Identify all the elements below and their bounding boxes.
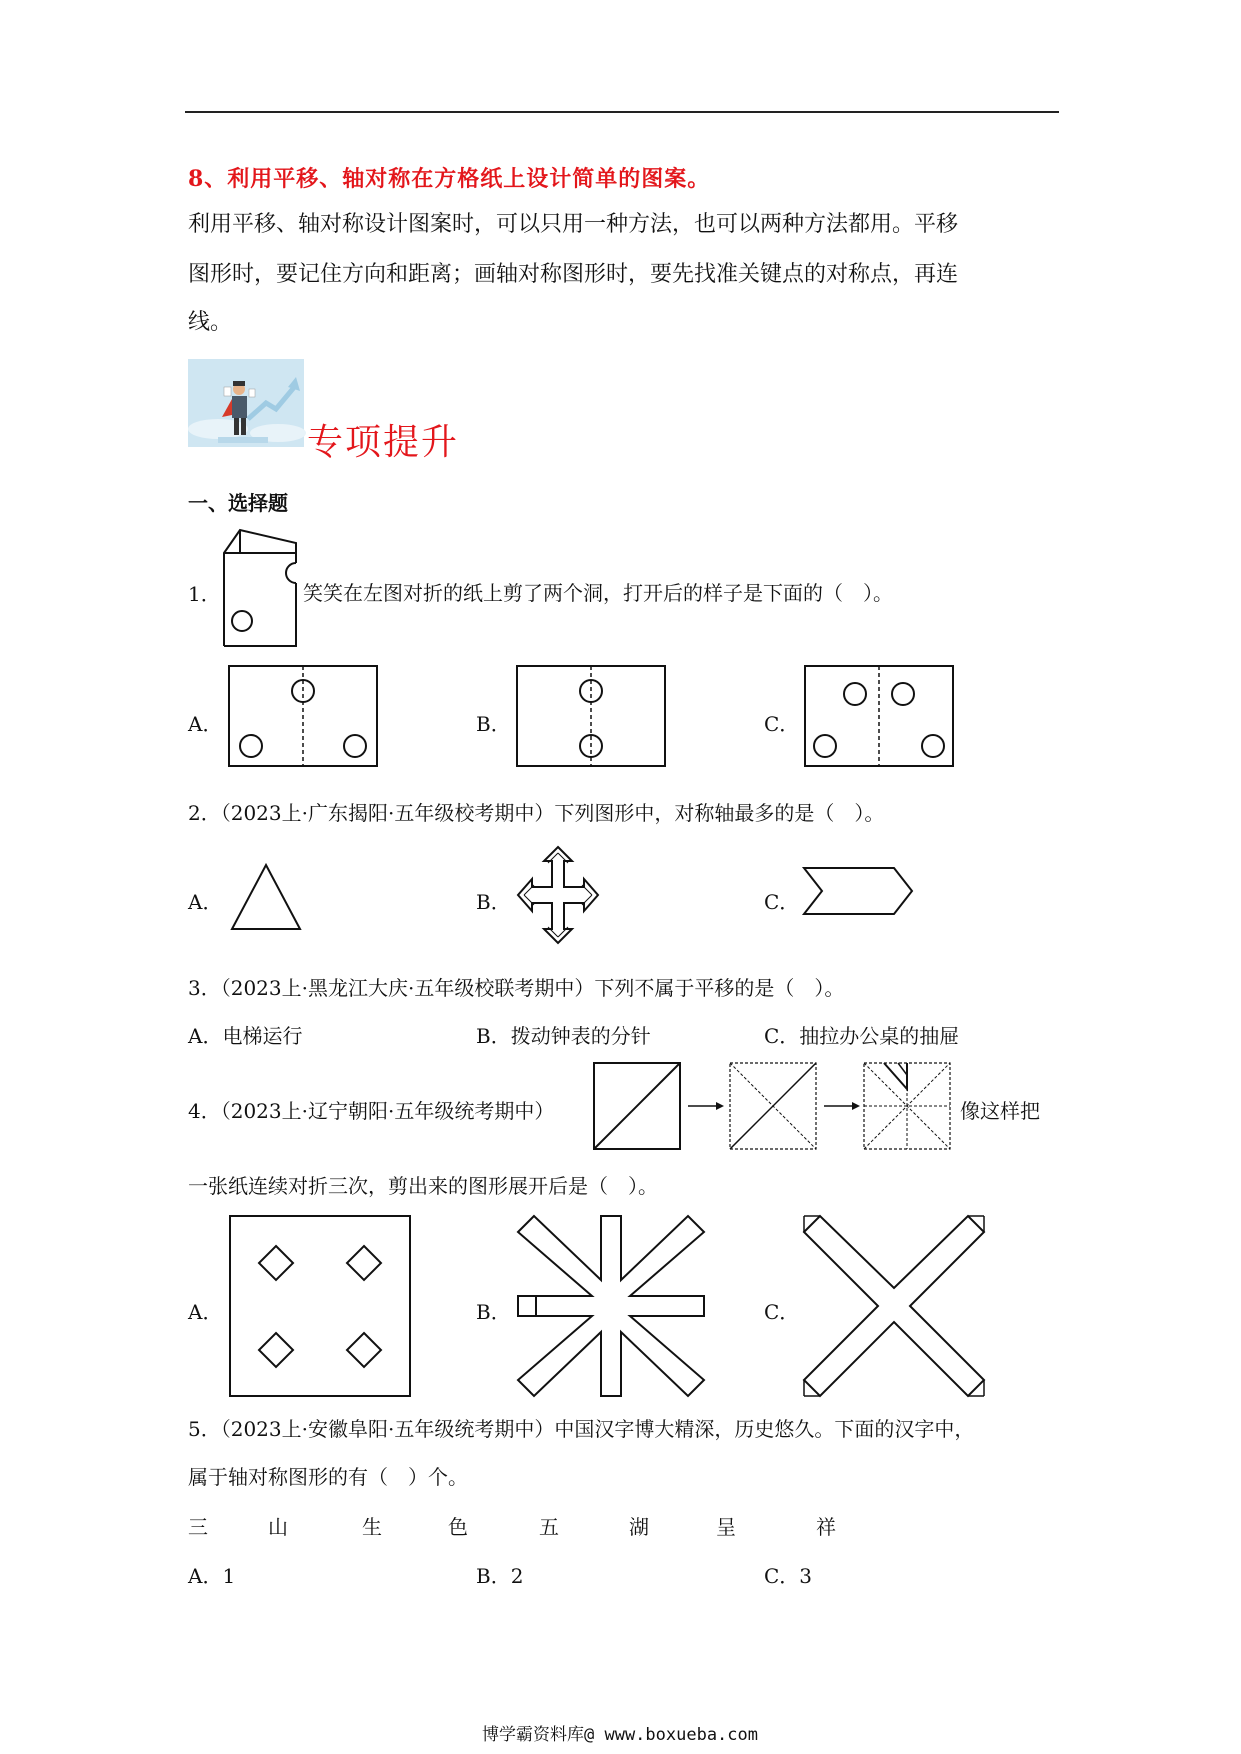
q4-folding-sequence (592, 1061, 952, 1151)
q1-number: 1． (188, 582, 221, 606)
q1-option-b-figure[interactable] (516, 665, 666, 767)
q2-option-b-label[interactable]: B． (476, 890, 511, 914)
q2-option-b-cross-arrows[interactable] (516, 845, 600, 945)
q2-option-c-arrow-banner[interactable] (802, 866, 914, 916)
q5-char-1: 三 (188, 1515, 208, 1539)
q5-char-7: 呈 (716, 1515, 736, 1539)
section-8-line-3: 线。 (188, 310, 233, 335)
q2-option-c-label[interactable]: C． (764, 890, 800, 914)
q5-option-b[interactable]: B．2 (476, 1564, 524, 1588)
banner-title: 专项提升 (307, 422, 460, 463)
q5-char-5: 五 (539, 1515, 559, 1539)
q2-option-a-label[interactable]: A． (188, 890, 223, 914)
q4-option-c-label[interactable]: C． (764, 1300, 800, 1324)
q5-question-line-2: 属于轴对称图形的有（ ）个。 (188, 1465, 468, 1489)
q4-option-a-figure[interactable] (228, 1214, 412, 1398)
q1-option-a-label[interactable]: A． (188, 712, 223, 736)
q1-option-a-figure[interactable] (228, 665, 378, 767)
section-8-line-2: 图形时，要记住方向和距离；画轴对称图形时，要先找准关键点的对称点，再连 (188, 262, 959, 287)
q5-question-line-1: 5．（2023上·安徽阜阳·五年级统考期中）中国汉字博大精深，历史悠久。下面的汉字中， (188, 1417, 975, 1441)
q1-option-c-label[interactable]: C． (764, 712, 800, 736)
q2-option-a-triangle[interactable] (230, 862, 302, 932)
q1-option-b-label[interactable]: B． (476, 712, 511, 736)
section-8-line-1: 利用平移、轴对称设计图案时，可以只用一种方法，也可以两种方法都用。平移 (188, 212, 959, 237)
q5-char-4: 色 (448, 1515, 468, 1539)
q5-option-a[interactable]: A．1 (188, 1564, 236, 1588)
q4-question-part-b: 像这样把 (960, 1099, 1040, 1123)
footer-watermark: 博学霸资料库@ www.boxueba.com (482, 1725, 758, 1745)
q4-question-part-c: 一张纸连续对折三次，剪出来的图形展开后是（ ）。 (188, 1174, 658, 1198)
q2-question: 2．（2023上·广东揭阳·五年级校考期中）下列图形中，对称轴最多的是（ ）。 (188, 801, 885, 825)
q5-char-2: 山 (268, 1515, 288, 1539)
q3-question: 3．（2023上·黑龙江大庆·五年级校联考期中）下列不属于平移的是（ ）。 (188, 976, 845, 1000)
q3-option-b[interactable]: B．拨动钟表的分针 (476, 1024, 651, 1048)
q5-option-c[interactable]: C．3 (764, 1564, 813, 1588)
q1-folded-paper (222, 528, 302, 648)
q4-option-b-figure[interactable] (516, 1214, 706, 1398)
q1-question: 笑笑在左图对折的纸上剪了两个洞，打开后的样子是下面的（ ）。 (303, 581, 893, 605)
part-1-title: 一、选择题 (188, 491, 288, 515)
q4-option-b-label[interactable]: B． (476, 1300, 511, 1324)
q3-option-a[interactable]: A．电梯运行 (188, 1024, 303, 1048)
q3-option-c[interactable]: C．抽拉办公桌的抽屉 (764, 1024, 960, 1048)
q4-option-a-label[interactable]: A． (188, 1300, 223, 1324)
q5-char-6: 湖 (629, 1515, 649, 1539)
q4-question-part-a: 4．（2023上·辽宁朝阳·五年级统考期中） (188, 1099, 555, 1123)
header-rule (185, 111, 1059, 113)
section-8-title: 8、利用平移、轴对称在方格纸上设计简单的图案。 (188, 166, 711, 192)
q4-option-c-figure[interactable] (802, 1214, 986, 1398)
q5-char-8: 祥 (816, 1515, 836, 1539)
q5-char-3: 生 (362, 1515, 382, 1539)
q1-option-c-figure[interactable] (804, 665, 954, 767)
banner-illustration (188, 359, 304, 447)
